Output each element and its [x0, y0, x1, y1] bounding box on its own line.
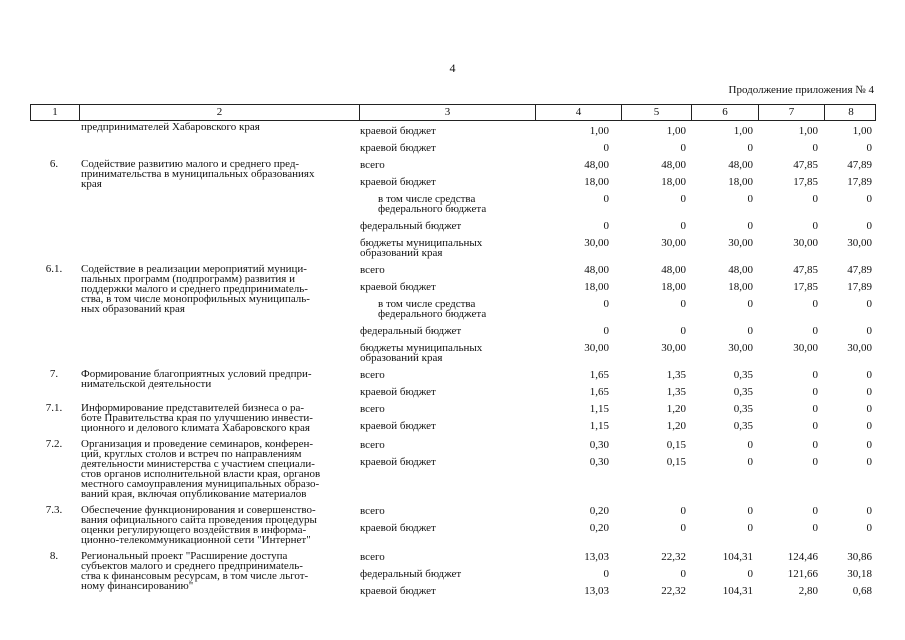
table-body — [30, 121, 876, 598]
funding-source: краевой бюджет — [360, 386, 436, 398]
value-col-4: 30,00 — [584, 237, 609, 249]
value-col-5: 48,00 — [661, 159, 686, 171]
value-col-5: 0 — [680, 522, 686, 534]
header-col-2: 2 — [79, 105, 359, 120]
table-row-group — [30, 155, 876, 260]
funding-row — [360, 518, 876, 535]
value-col-5: 0 — [680, 142, 686, 154]
value-col-5: 18,00 — [661, 176, 686, 188]
header-col-8: 8 — [824, 105, 877, 120]
value-col-6: 0 — [747, 142, 753, 154]
value-col-7: 30,00 — [793, 342, 818, 354]
value-col-4: 1,15 — [589, 403, 609, 415]
value-col-6: 18,00 — [728, 176, 753, 188]
funding-row — [360, 338, 876, 365]
value-col-4: 1,65 — [589, 369, 609, 381]
value-col-6: 1,00 — [733, 125, 753, 137]
row-number: 7.2. — [45, 438, 63, 450]
funding-source: краевой бюджет — [360, 176, 436, 188]
funding-row — [360, 138, 876, 155]
value-col-6: 48,00 — [728, 264, 753, 276]
value-col-8: 0 — [866, 142, 872, 154]
activity-name: Содействие в реализации мероприятий муници- пальных программ (подпрограмм) развития и поддержки малого и среднего предпринимatель- ства, в том числе монопрофильных муниципаль- ных образований края — [81, 263, 310, 315]
value-col-6: 0 — [747, 220, 753, 232]
funding-row — [360, 435, 876, 452]
value-col-8: 30,86 — [847, 551, 872, 563]
funding-source: всего — [360, 264, 385, 276]
value-col-4: 48,00 — [584, 159, 609, 171]
value-col-5: 30,00 — [661, 342, 686, 354]
funding-row — [360, 277, 876, 294]
funding-row — [360, 294, 876, 321]
funding-source: краевой бюджет — [360, 420, 436, 432]
value-col-7: 0 — [812, 403, 818, 415]
funding-source: федеральный бюджет — [360, 220, 462, 232]
value-col-4: 18,00 — [584, 281, 609, 293]
value-col-4: 0 — [603, 220, 609, 232]
value-col-4: 0 — [603, 568, 609, 580]
value-col-5: 22,32 — [661, 551, 686, 563]
value-col-4: 1,00 — [589, 125, 609, 137]
funding-source: в том числе средства федерального бюджета — [378, 193, 487, 215]
funding-source: краевой бюджет — [360, 522, 436, 534]
value-col-4: 0 — [603, 298, 609, 310]
value-col-5: 0 — [680, 220, 686, 232]
value-col-8: 47,89 — [847, 264, 872, 276]
funding-row — [360, 581, 876, 598]
value-col-6: 0 — [747, 193, 753, 205]
table-row-group — [30, 260, 876, 365]
continuation-label: Продолжение приложения № 4 — [728, 84, 874, 96]
value-col-8: 0 — [866, 386, 872, 398]
value-col-7: 1,00 — [798, 125, 818, 137]
value-col-8: 0 — [866, 505, 872, 517]
table-row-group — [30, 501, 876, 547]
value-col-4: 1,65 — [589, 386, 609, 398]
funding-row — [360, 233, 876, 260]
value-col-4: 0 — [603, 193, 609, 205]
value-col-6: 48,00 — [728, 159, 753, 171]
value-col-6: 0 — [747, 522, 753, 534]
value-col-7: 0 — [812, 220, 818, 232]
value-col-6: 0,35 — [733, 386, 753, 398]
value-col-7: 124,46 — [787, 551, 818, 563]
funding-row — [360, 564, 876, 581]
value-col-8: 0 — [866, 522, 872, 534]
value-col-8: 1,00 — [852, 125, 872, 137]
funding-source: краевой бюджет — [360, 142, 436, 154]
value-col-4: 0 — [603, 325, 609, 337]
funding-row — [360, 416, 876, 433]
funding-source: федеральный бюджет — [360, 568, 462, 580]
value-col-8: 0 — [866, 369, 872, 381]
value-col-8: 30,00 — [847, 342, 872, 354]
value-col-6: 0,35 — [733, 403, 753, 415]
activity-name: Организация и проведение семинаров, конферен- ций, круглых столов и встреч по направлениям деятельности министерства с участием специали- стов органов исполнительной власти края, органов местного самоуправления муниципальных образо- ваний края, включая опубликование материалов — [81, 438, 321, 500]
value-col-4: 0 — [603, 142, 609, 154]
value-col-8: 0 — [866, 420, 872, 432]
funding-source: краевой бюджет — [360, 125, 436, 137]
header-col-5: 5 — [621, 105, 691, 120]
value-col-7: 17,85 — [793, 176, 818, 188]
value-col-4: 13,03 — [584, 585, 609, 597]
value-col-5: 48,00 — [661, 264, 686, 276]
value-col-8: 47,89 — [847, 159, 872, 171]
value-col-6: 30,00 — [728, 237, 753, 249]
value-col-4: 1,15 — [589, 420, 609, 432]
value-col-6: 18,00 — [728, 281, 753, 293]
value-col-5: 30,00 — [661, 237, 686, 249]
funding-source: бюджеты муниципальных образований края — [360, 237, 483, 259]
value-col-8: 0 — [866, 439, 872, 451]
header-col-6: 6 — [691, 105, 758, 120]
funding-row — [360, 452, 876, 469]
value-col-7: 0 — [812, 420, 818, 432]
funding-row — [360, 172, 876, 189]
value-col-6: 0 — [747, 325, 753, 337]
funding-source: всего — [360, 439, 385, 451]
table-row-group — [30, 547, 876, 598]
funding-source: всего — [360, 505, 385, 517]
value-col-7: 0 — [812, 298, 818, 310]
funding-row — [360, 155, 876, 172]
value-col-7: 0 — [812, 439, 818, 451]
value-col-4: 13,03 — [584, 551, 609, 563]
activity-name: Информирование представителей бизнеса о ра- боте Правительства края по улучшению инвести- ционного и делового климата Хабаровского края — [81, 402, 313, 434]
header-col-1: 1 — [52, 106, 58, 118]
value-col-5: 0 — [680, 505, 686, 517]
value-col-4: 18,00 — [584, 176, 609, 188]
table-row-group — [30, 121, 876, 155]
value-col-4: 0,30 — [589, 439, 609, 451]
activity-name: Формирование благоприятных условий предпри- нимательской деятельности — [81, 368, 312, 390]
funding-source: всего — [360, 369, 385, 381]
funding-source: краевой бюджет — [360, 281, 436, 293]
funding-row — [360, 216, 876, 233]
value-col-7: 0 — [812, 456, 818, 468]
value-col-5: 0 — [680, 298, 686, 310]
value-col-8: 0 — [866, 325, 872, 337]
value-col-7: 47,85 — [793, 264, 818, 276]
row-number: 8. — [49, 550, 59, 562]
funding-row — [360, 260, 876, 277]
value-col-5: 1,20 — [666, 420, 686, 432]
value-col-7: 0 — [812, 193, 818, 205]
value-col-7: 0 — [812, 369, 818, 381]
value-col-6: 104,31 — [722, 585, 753, 597]
value-col-5: 1,20 — [666, 403, 686, 415]
header-col-7: 7 — [758, 105, 824, 120]
value-col-8: 0 — [866, 456, 872, 468]
funding-row — [360, 382, 876, 399]
value-col-8: 0 — [866, 298, 872, 310]
value-col-6: 0 — [747, 505, 753, 517]
page-number: 4 — [449, 61, 456, 75]
value-col-7: 0 — [812, 142, 818, 154]
funding-source: бюджеты муниципальных образований края — [360, 342, 483, 364]
value-col-7: 17,85 — [793, 281, 818, 293]
value-col-6: 0,35 — [733, 369, 753, 381]
value-col-6: 0 — [747, 568, 753, 580]
value-col-8: 17,89 — [847, 176, 872, 188]
value-col-6: 0,35 — [733, 420, 753, 432]
value-col-5: 18,00 — [661, 281, 686, 293]
header-col-4: 4 — [535, 105, 621, 120]
value-col-7: 47,85 — [793, 159, 818, 171]
value-col-7: 0 — [812, 386, 818, 398]
value-col-4: 0,20 — [589, 522, 609, 534]
funding-row — [360, 365, 876, 382]
funding-source: краевой бюджет — [360, 456, 436, 468]
value-col-8: 17,89 — [847, 281, 872, 293]
table-header — [30, 104, 876, 121]
activity-name: Региональный проект "Расширение доступа субъектов малого и среднего предпринимatель- ства к финансовым ресурсам, в том числе льгот- ному финансированию" — [81, 550, 309, 592]
funding-row — [360, 121, 876, 138]
value-col-7: 0 — [812, 505, 818, 517]
row-number: 6. — [49, 158, 59, 170]
funding-source: в том числе средства федерального бюджета — [378, 298, 487, 320]
value-col-7: 0 — [812, 325, 818, 337]
funding-source: всего — [360, 551, 385, 563]
table-row-group — [30, 365, 876, 399]
value-col-8: 0 — [866, 403, 872, 415]
header-col-3: 3 — [359, 105, 535, 120]
funding-source: всего — [360, 159, 385, 171]
value-col-5: 22,32 — [661, 585, 686, 597]
value-col-8: 30,00 — [847, 237, 872, 249]
value-col-8: 30,18 — [847, 568, 872, 580]
value-col-5: 1,00 — [666, 125, 686, 137]
value-col-5: 1,35 — [666, 386, 686, 398]
value-col-5: 0,15 — [666, 456, 686, 468]
value-col-6: 0 — [747, 456, 753, 468]
value-col-5: 0 — [680, 568, 686, 580]
value-col-6: 0 — [747, 439, 753, 451]
activity-name: Содействие развитию малого и среднего пред- принимательства в муниципальных образованиях края — [81, 158, 315, 190]
funding-source: краевой бюджет — [360, 585, 436, 597]
row-number: 7. — [49, 368, 59, 380]
value-col-7: 0 — [812, 522, 818, 534]
table-row-group — [30, 435, 876, 501]
value-col-7: 2,80 — [798, 585, 818, 597]
table-row-group — [30, 399, 876, 435]
funding-row — [360, 189, 876, 216]
funding-source: всего — [360, 403, 385, 415]
value-col-5: 0 — [680, 193, 686, 205]
value-col-5: 1,35 — [666, 369, 686, 381]
funding-row — [360, 399, 876, 416]
value-col-4: 0,20 — [589, 505, 609, 517]
value-col-8: 0 — [866, 193, 872, 205]
value-col-7: 30,00 — [793, 237, 818, 249]
value-col-6: 30,00 — [728, 342, 753, 354]
funding-source: федеральный бюджет — [360, 325, 462, 337]
row-number: 6.1. — [45, 263, 63, 275]
funding-row — [360, 321, 876, 338]
activity-name: предпринимателей Хабаровского края — [81, 121, 260, 133]
row-number: 7.3. — [45, 504, 63, 516]
value-col-5: 0 — [680, 325, 686, 337]
value-col-8: 0 — [866, 220, 872, 232]
value-col-7: 121,66 — [787, 568, 818, 580]
value-col-5: 0,15 — [666, 439, 686, 451]
value-col-6: 104,31 — [722, 551, 753, 563]
activity-name: Обеспечение функционирования и совершенство- вания официального сайта проведения процедуры оценки регулирующего воздействия в информа- ционно-телекоммуникационной сети "Интернет" — [81, 504, 317, 546]
value-col-4: 30,00 — [584, 342, 609, 354]
value-col-4: 48,00 — [584, 264, 609, 276]
funding-row — [360, 501, 876, 518]
value-col-4: 0,30 — [589, 456, 609, 468]
value-col-6: 0 — [747, 298, 753, 310]
row-number: 7.1. — [45, 402, 63, 414]
funding-row — [360, 547, 876, 564]
value-col-8: 0,68 — [852, 585, 872, 597]
